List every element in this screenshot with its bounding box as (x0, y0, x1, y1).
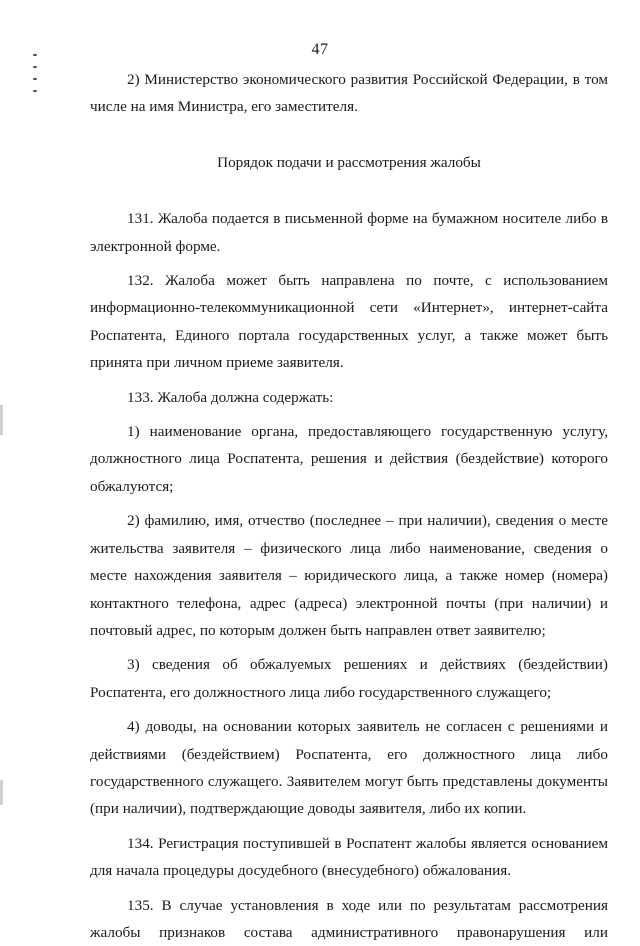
binding-marks (33, 54, 41, 104)
para-133-item-2: 2) фамилию, имя, отчество (последнее – при наличии), сведения о месте жительства заявителя – физического лица либо наименование, сведения о месте нахождения заявителя – юридического лица, а также номер (номера) контактного телефона, адрес (адреса) электронной почты (при наличии) и почтовый адрес, по которым должен быть направлен ответ заявителю; (90, 512, 608, 639)
para-132: 132. Жалоба может быть направлена по почте, с использованием информационно-телекоммуникационной сети «Интернет», интернет-сайта Роспатента, Единого портала государственных услуг, а также может быть принята при личном приеме заявителя. (90, 272, 608, 372)
para-133: 133. Жалоба должна содержать: (127, 388, 334, 406)
scan-edge-mark (0, 780, 3, 805)
para-133-item-4: 4) доводы, на основании которых заявитель не согласен с решениями и действиями (бездействием) Роспатента, его должностного лица либо государственного служащего. Заявителем могут быть представлены документы (при наличии), подтверждающие доводы заявителя, либо их копии. (90, 718, 608, 818)
para-133-item-1: 1) наименование органа, предоставляющего государственную услугу, должностного лица Роспатента, решения и действия (бездействие) которого обжалуются; (90, 423, 608, 495)
para-133-item-3: 3) сведения об обжалуемых решениях и действиях (бездействии) Роспатента, его должностного лица либо государственного служащего; (90, 656, 608, 701)
scan-edge-mark (0, 405, 3, 435)
para-131: 131. Жалоба подается в письменной форме на бумажном носителе либо в электронной форме. (90, 210, 608, 255)
page-number: 47 (311, 41, 329, 58)
para-135: 135. В случае установления в ходе или по результатам рассмотрения жалобы признаков состава административного правонарушения или (90, 896, 608, 941)
para-134: 134. Регистрация поступившей в Роспатент жалобы является основанием для начала процедуры досудебного (внесудебного) обжалования. (90, 834, 608, 880)
intro-paragraph: 2) Министерство экономического развития Российской Федерации, в том числе на имя Министра, его заместителя. (90, 71, 608, 116)
document-body (90, 66, 608, 946)
section-heading: Порядок подачи и рассмотрения жалобы (217, 153, 481, 171)
